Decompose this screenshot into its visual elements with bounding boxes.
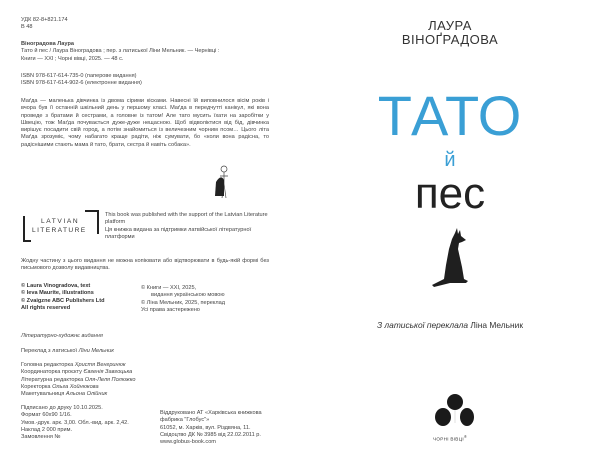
copyright-ukrainian: [141, 285, 225, 314]
author-last-name: ВІНОҐРАДОВА: [401, 32, 499, 47]
copyright-line: All rights reserved: [21, 304, 71, 311]
staff-line: [21, 362, 136, 369]
staff-line: [21, 377, 136, 384]
logo-text-literature: LITERATURE: [32, 227, 87, 234]
copyright-line: © Книги — XXI, 2025,: [141, 285, 197, 291]
genre-label: Літературно-художнє видання: [21, 333, 103, 339]
isbn-block: [21, 73, 142, 88]
printer-line: Свідоцтво ДК № 3985 від 22.02.2011 р.: [160, 431, 261, 438]
isbn-electronic: ISBN 978-617-614-902-6 (електронне видання): [21, 80, 142, 87]
book-title-tato: ТАТО: [377, 84, 523, 147]
publisher-name: [433, 435, 467, 442]
udk-code: [21, 17, 68, 32]
credit-name: Ліни Мельник: [78, 348, 114, 354]
credit-name: Ольга Хойнюкова: [52, 383, 99, 390]
credit-name: Оля-Леля Полюжко: [84, 376, 136, 383]
author-name: [300, 19, 600, 47]
udk-line: УДК 82-8+821.174: [21, 17, 68, 23]
credit-role: Головна редакторка: [21, 362, 75, 368]
printer-info: [160, 410, 286, 446]
book-title-conjunction: й: [444, 149, 456, 171]
support-statement: [105, 212, 280, 241]
translator-prefix: З латиської переклала: [376, 320, 471, 330]
copyright-line: Усі права застережено: [141, 306, 200, 313]
credit-role: Переклад з латиської: [21, 348, 79, 354]
translator-name: Ліна Мельник: [470, 320, 524, 330]
printer-line: Віддруковано АТ «Харківська книжкова фабрика "Глобус"»: [160, 410, 262, 424]
registered-mark: ®: [463, 435, 468, 439]
right-page-title: [300, 0, 600, 459]
bbk-line: В 48: [21, 24, 33, 31]
printer-url: www.globus-book.com: [160, 439, 216, 446]
logo-text-latvian: LATVIAN: [41, 218, 80, 225]
credit-role: Макетувальниця: [21, 391, 66, 398]
catalog-line: Книги — XXI ; Чорні вівці, 2025. — 48 с.: [21, 55, 124, 62]
translation-credit: [21, 348, 114, 355]
support-ukrainian: Ця книжка видана за підтримки латвійської літературної платформи: [105, 226, 252, 240]
logo-bracket-right: [85, 210, 99, 234]
publisher-sheep-logo-icon: [435, 393, 475, 433]
girl-illustration-icon: [212, 164, 232, 206]
credit-role: Літературна редакторка: [21, 376, 85, 383]
print-info-line: Формат 60х90 1/16.: [21, 412, 72, 419]
credit-role: Координаторка проєкту: [21, 369, 84, 376]
printer-line: 61052, м. Харків, вул. Різдвяна, 11.: [160, 424, 251, 431]
logo-bracket-left: [23, 216, 31, 242]
catalog-line: Тато й пес / Лаура Віноградова ; пер. з латиської Ліни Мельник. — Чернівці :: [21, 48, 220, 55]
catalog-author: Віноградова Лаура: [21, 41, 74, 47]
copyright-line: © Ліна Мельник, 2025, переклад: [141, 299, 226, 306]
print-info-line: Підписано до друку 10.10.2025.: [21, 405, 103, 411]
staff-line: [21, 391, 136, 398]
copyright-line: © Ieva Maurite, illustrations: [21, 290, 94, 297]
credit-name: Христя Венгринюк: [74, 362, 126, 368]
book-title-pes: пес: [414, 169, 486, 218]
credit-role: Коректорка: [21, 383, 53, 390]
author-first-name: ЛАУРА: [428, 18, 472, 33]
catalog-entry: [21, 41, 276, 63]
credit-name: Євгенія Завгоцька: [83, 369, 133, 376]
book-annotation: Маґда — маленька дівчинка із двома сірими кісками. Навесні їй виповнилося вісім років і вчора був її останній шкільний день у першому класі. Маґда в передчутті канікул, які вона проведе з братами й сестрами, а головне із татом! Але тато мусить їхати на заробітки у Швецію, тож Маґда почувається дуже-дуже нещасною. Щоб відволіктися від бід, дівчинка вирішує посадити свій город, а потім знайомиться із величезним чорним псом… Цього літа Маґда зрозуміє, чому набагато краще радіти, ніж сумувати, бо «коли вона радісна, то радіснішими стають мама й тато, брати, сестра й навіть собака».: [21, 98, 269, 148]
copyright-notice: Жодну частину з цього видання не можна копіювати або відтворювати в будь-якій формі без письмового дозволу видавництва.: [21, 258, 269, 272]
publisher-label: ЧОРНІ ВІВЦІ: [433, 436, 464, 442]
staff-credits: [21, 362, 136, 398]
print-info-line: Наклад 2 000 прим.: [21, 426, 73, 433]
print-info-line: Замовлення №: [21, 434, 61, 441]
black-dog-icon: [428, 227, 478, 287]
copyright-line: © Laura Vinogradova, text: [21, 283, 91, 289]
latvian-literature-logo: [23, 210, 99, 244]
isbn-paper: ISBN 978-617-614-735-0 (паперове видання): [21, 73, 137, 79]
translator-credit: [300, 320, 600, 330]
staff-line: [21, 369, 136, 376]
print-info-line: Умов.-друк. арк. 3,00. Обл.-вид. арк. 2,42.: [21, 419, 129, 426]
copyright-original: [21, 283, 104, 312]
support-english: This book was published with the support of the Latvian Literature platform: [105, 212, 268, 226]
copyright-line: видання українською мовою: [151, 292, 225, 299]
credit-name: Альона Олійник: [65, 391, 108, 398]
copyright-line: © Zvaigzne ABC Publishers Ltd: [21, 297, 105, 304]
print-info: [21, 405, 129, 441]
